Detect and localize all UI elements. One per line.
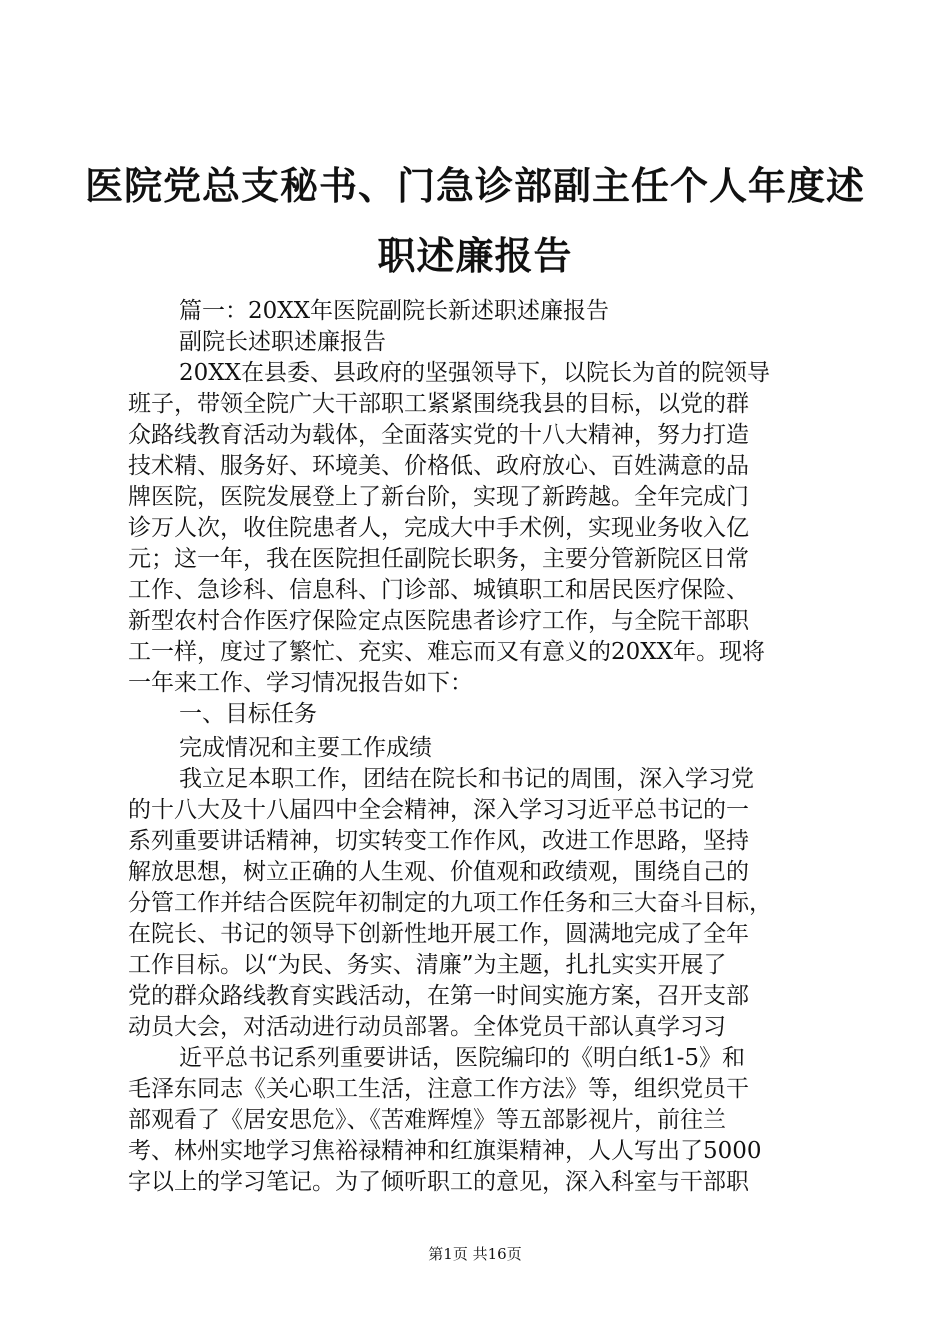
paragraph-line: 在院长、书记的领导下创新性地开展工作，圆满地完成了全年	[128, 921, 749, 947]
paragraph-line: 班子，带领全院广大干部职工紧紧围绕我县的目标，以党的群	[128, 391, 749, 417]
paragraph-line: 解放思想，树立正确的人生观、价值观和政绩观，围绕自己的	[128, 859, 749, 885]
paragraph-line: 牌医院，医院发展登上了新台阶，实现了新跨越。全年完成门	[128, 484, 749, 510]
subheading: 完成情况和主要工作成绩	[179, 735, 432, 761]
paragraph-line: 诊万人次，收住院患者人，完成大中手术例，实现业务收入亿	[128, 515, 749, 541]
paragraph-line: 毛泽东同志《关心职工生活，注意工作方法》等，组织党员干	[128, 1076, 749, 1102]
paragraph-line: 工作目标。以“为民、务实、清廉”为主题，扎扎实实开展了	[128, 952, 727, 978]
document-title-line-2: 职述廉报告	[377, 234, 573, 278]
paragraph-line: 工一样，度过了繁忙、充实、难忘而又有意义的20XX年。现将	[128, 639, 766, 665]
paragraph-line: 系列重要讲话精神，切实转变工作作风，改进工作思路，坚持	[128, 828, 749, 854]
subheading: 副院长述职述廉报告	[179, 329, 386, 355]
paragraph-line: 一年来工作、学习情况报告如下：	[128, 670, 473, 696]
document-title-line-1: 医院党总支秘书、门急诊部副主任个人年度述	[84, 164, 865, 208]
paragraph-line: 的十八大及十八届四中全会精神，深入学习习近平总书记的一	[128, 797, 749, 823]
paragraph-line: 我立足本职工作，团结在院长和书记的周围，深入学习党	[179, 766, 754, 792]
paragraph-line: 众路线教育活动为载体，全面落实党的十八大精神，努力打造	[128, 422, 749, 448]
paragraph-line: 工作、急诊科、信息科、门诊部、城镇职工和居民医疗保险、	[128, 577, 749, 603]
section-heading: 篇一：20XX年医院副院长新述职述廉报告	[179, 298, 610, 324]
paragraph-line: 近平总书记系列重要讲话，医院编印的《明白纸1-5》和	[179, 1045, 746, 1071]
paragraph-line: 字以上的学习笔记。为了倾听职工的意见，深入科室与干部职	[128, 1169, 749, 1195]
paragraph-line: 新型农村合作医疗保险定点医院患者诊疗工作，与全院干部职	[128, 608, 749, 634]
paragraph-line: 20XX在县委、县政府的坚强领导下，以院长为首的院领导	[179, 360, 771, 386]
paragraph-line: 技术精、服务好、环境美、价格低、政府放心、百姓满意的品	[128, 453, 749, 479]
paragraph-line: 动员大会，对活动进行动员部署。全体党员干部认真学习习	[128, 1014, 726, 1040]
paragraph-line: 元；这一年，我在医院担任副院长职务，主要分管新院区日常	[128, 546, 749, 572]
paragraph-line: 考、林州实地学习焦裕禄精神和红旗渠精神，人人写出了5000	[128, 1138, 762, 1164]
section-heading: 一、目标任务	[179, 701, 317, 727]
paragraph-line: 党的群众路线教育实践活动，在第一时间实施方案，召开支部	[128, 983, 749, 1009]
paragraph-line: 部观看了《居安思危》、《苦难辉煌》等五部影视片，前往兰	[128, 1107, 726, 1133]
paragraph-line: 分管工作并结合医院年初制定的九项工作任务和三大奋斗目标，	[128, 890, 772, 916]
document-body	[128, 296, 828, 1198]
page-number-footer: 第1页 共16页	[428, 1245, 522, 1263]
